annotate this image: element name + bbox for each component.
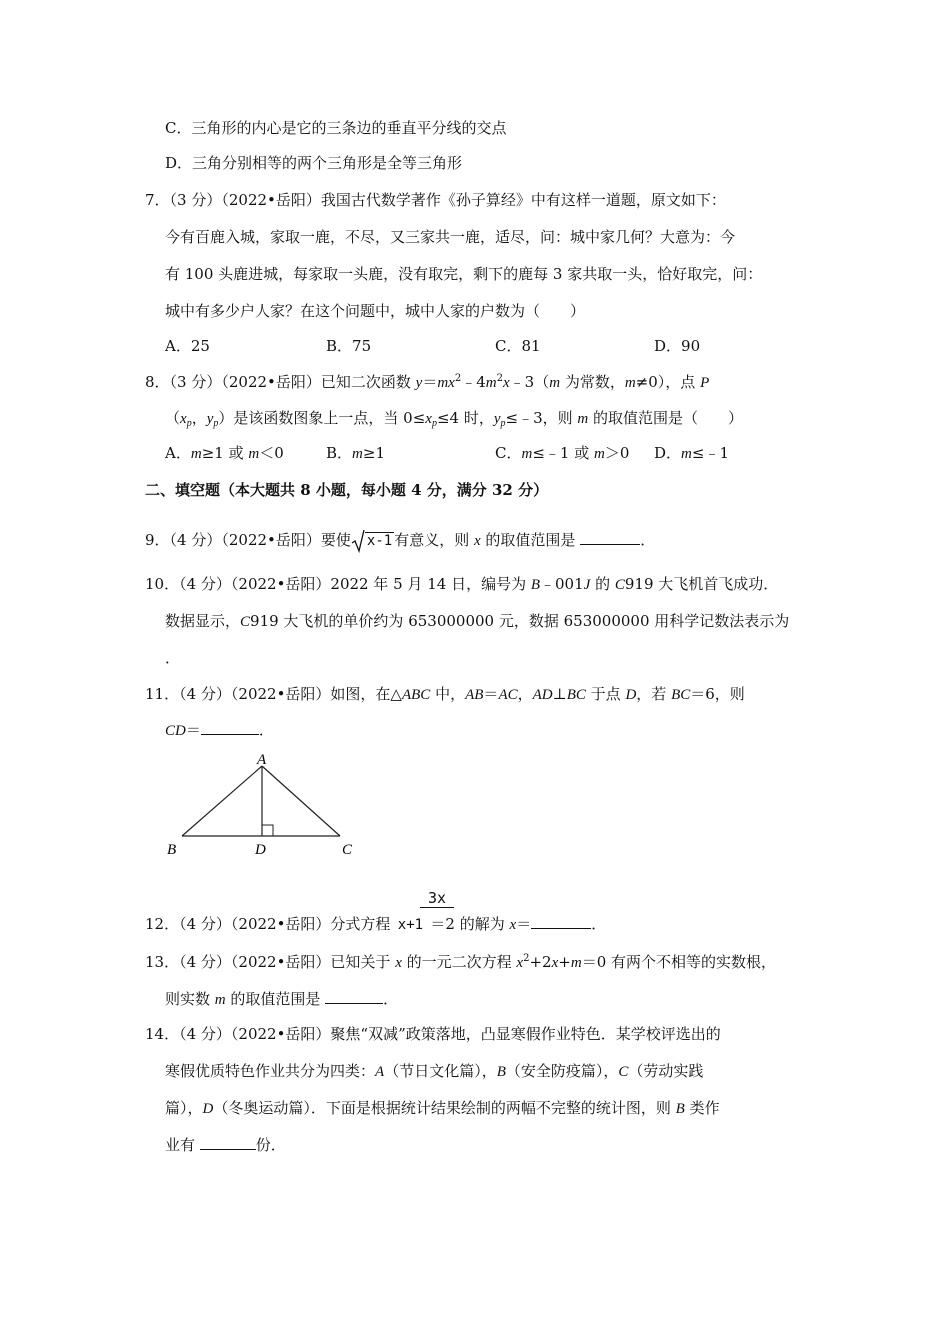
q7-option-d: D．90 <box>654 337 701 355</box>
q7-option-c: C．81 <box>495 337 541 355</box>
q10-stem-line2: 数据显示，C919 大飞机的单价约为 653000000 元，数据 653000000 用科学记数法表示为 <box>165 612 790 630</box>
q12-answer-blank[interactable] <box>531 914 591 929</box>
q8-option-b: B．m≥1 <box>326 444 385 462</box>
label-c: C <box>342 842 353 858</box>
q7-stem-line1: 7．（3 分）（2022•岳阳）我国古代数学著作《孙子算经》中有这样一道题，原文如下： <box>145 191 726 209</box>
q9-stem: 9．（4 分）（2022•岳阳）要使 x-1 有意义，则 x 的取值范围是 ． <box>145 529 655 553</box>
q7-option-a: A．25 <box>165 337 210 355</box>
q6-option-d: D．三角分别相等的两个三角形是全等三角形 <box>165 154 463 172</box>
q10-stem-line1: 10．（4 分）（2022•岳阳）2022 年 5 月 14 日，编号为 B﹣001J 的 C919 大飞机首飞成功． <box>145 575 779 593</box>
radical-sign-icon <box>351 529 365 553</box>
q12-fraction-denominator: x+1 <box>397 917 424 933</box>
q7-stem-line2: 今有百鹿入城，家取一鹿，不尽，又三家共一鹿，适尽，问：城中家几何？大意为：今 <box>165 228 736 246</box>
q14-stem-line4: 业有 份． <box>165 1136 286 1154</box>
q7-stem-line3: 有 100 头鹿进城，每家取一头鹿，没有取完，剩下的鹿每 3 家共取一头，恰好取完，问： <box>165 265 763 283</box>
q11-stem-line2: CD＝ ． <box>165 721 274 739</box>
q13-stem-line2: 则实数 m 的取值范围是 ． <box>165 990 399 1008</box>
q8-stem-line2: （$x_p$，$y_p$）是该函数图象上一点，当 $0\le x_p\le 4$ 时，$y_p\le﹣3$，则 m 的取值范围是（ ） <box>165 409 744 429</box>
q12-stem: 12．（4 分）（2022•岳阳）分式方程 x+1 ＝2 的解为 x＝ ． <box>145 915 607 933</box>
q8-option-a: A．m≥1 或 m＜0 <box>165 444 284 462</box>
q7-option-b: B．75 <box>326 337 372 355</box>
side-ac <box>262 766 340 836</box>
q8-option-d: D．m≤﹣1 <box>654 444 729 462</box>
section-heading-fill-in: 二、填空题（本大题共 8 小题，每小题 4 分，满分 32 分） <box>145 481 549 499</box>
right-angle-mark <box>262 825 273 836</box>
q8-stem-line1: 8．（3 分）（2022•岳阳）已知二次函数 $y=mx^2﹣4m^2x﹣3(m$ 为常数，m≠0），点 P <box>145 373 710 391</box>
q9-sqrt: x-1 <box>351 529 394 553</box>
q11-triangle-figure <box>160 748 370 863</box>
q14-stem-line2: 寒假优质特色作业共分为四类：A（节日文化篇），B（安全防疫篇），C（劳动实践 <box>165 1062 704 1080</box>
q9-answer-blank[interactable] <box>580 530 640 545</box>
q11-answer-blank[interactable] <box>201 720 259 735</box>
q10-answer-end: ． <box>165 649 181 667</box>
q8-option-c: C．m≤﹣1 或 m＞0 <box>495 444 630 462</box>
q6-option-c: C．三角形的内心是它的三条边的垂直平分线的交点 <box>165 119 507 137</box>
q13-stem-line1: 13．（4 分）（2022•岳阳）已知关于 x 的一元二次方程 $x^2+2x+m=0$ 有两个不相等的实数根， <box>145 953 777 971</box>
q14-stem-line1: 14．（4 分）（2022•岳阳）聚焦“双减”政策落地，凸显寒假作业特色．某学校评选出的 <box>145 1025 721 1043</box>
q12-fraction-numerator: 3x <box>420 889 454 908</box>
q14-answer-blank[interactable] <box>200 1135 256 1150</box>
q14-stem-line3: 篇），D（冬奥运动篇）．下面是根据统计结果绘制的两幅不完整的统计图，则 B 类作 <box>165 1099 720 1117</box>
q11-stem-line1: 11．（4 分）（2022•岳阳）如图，在△ABC 中，AB＝AC，AD⊥BC 于点 D，若 BC＝6，则 <box>145 685 745 703</box>
q7-stem-line4: 城中有多少户人家？在这个问题中，城中人家的户数为（ ） <box>165 302 586 320</box>
label-b: B <box>167 842 177 858</box>
label-d: D <box>255 842 266 858</box>
label-a: A <box>257 752 267 768</box>
side-ab <box>182 766 262 836</box>
q13-answer-blank[interactable] <box>325 989 383 1004</box>
